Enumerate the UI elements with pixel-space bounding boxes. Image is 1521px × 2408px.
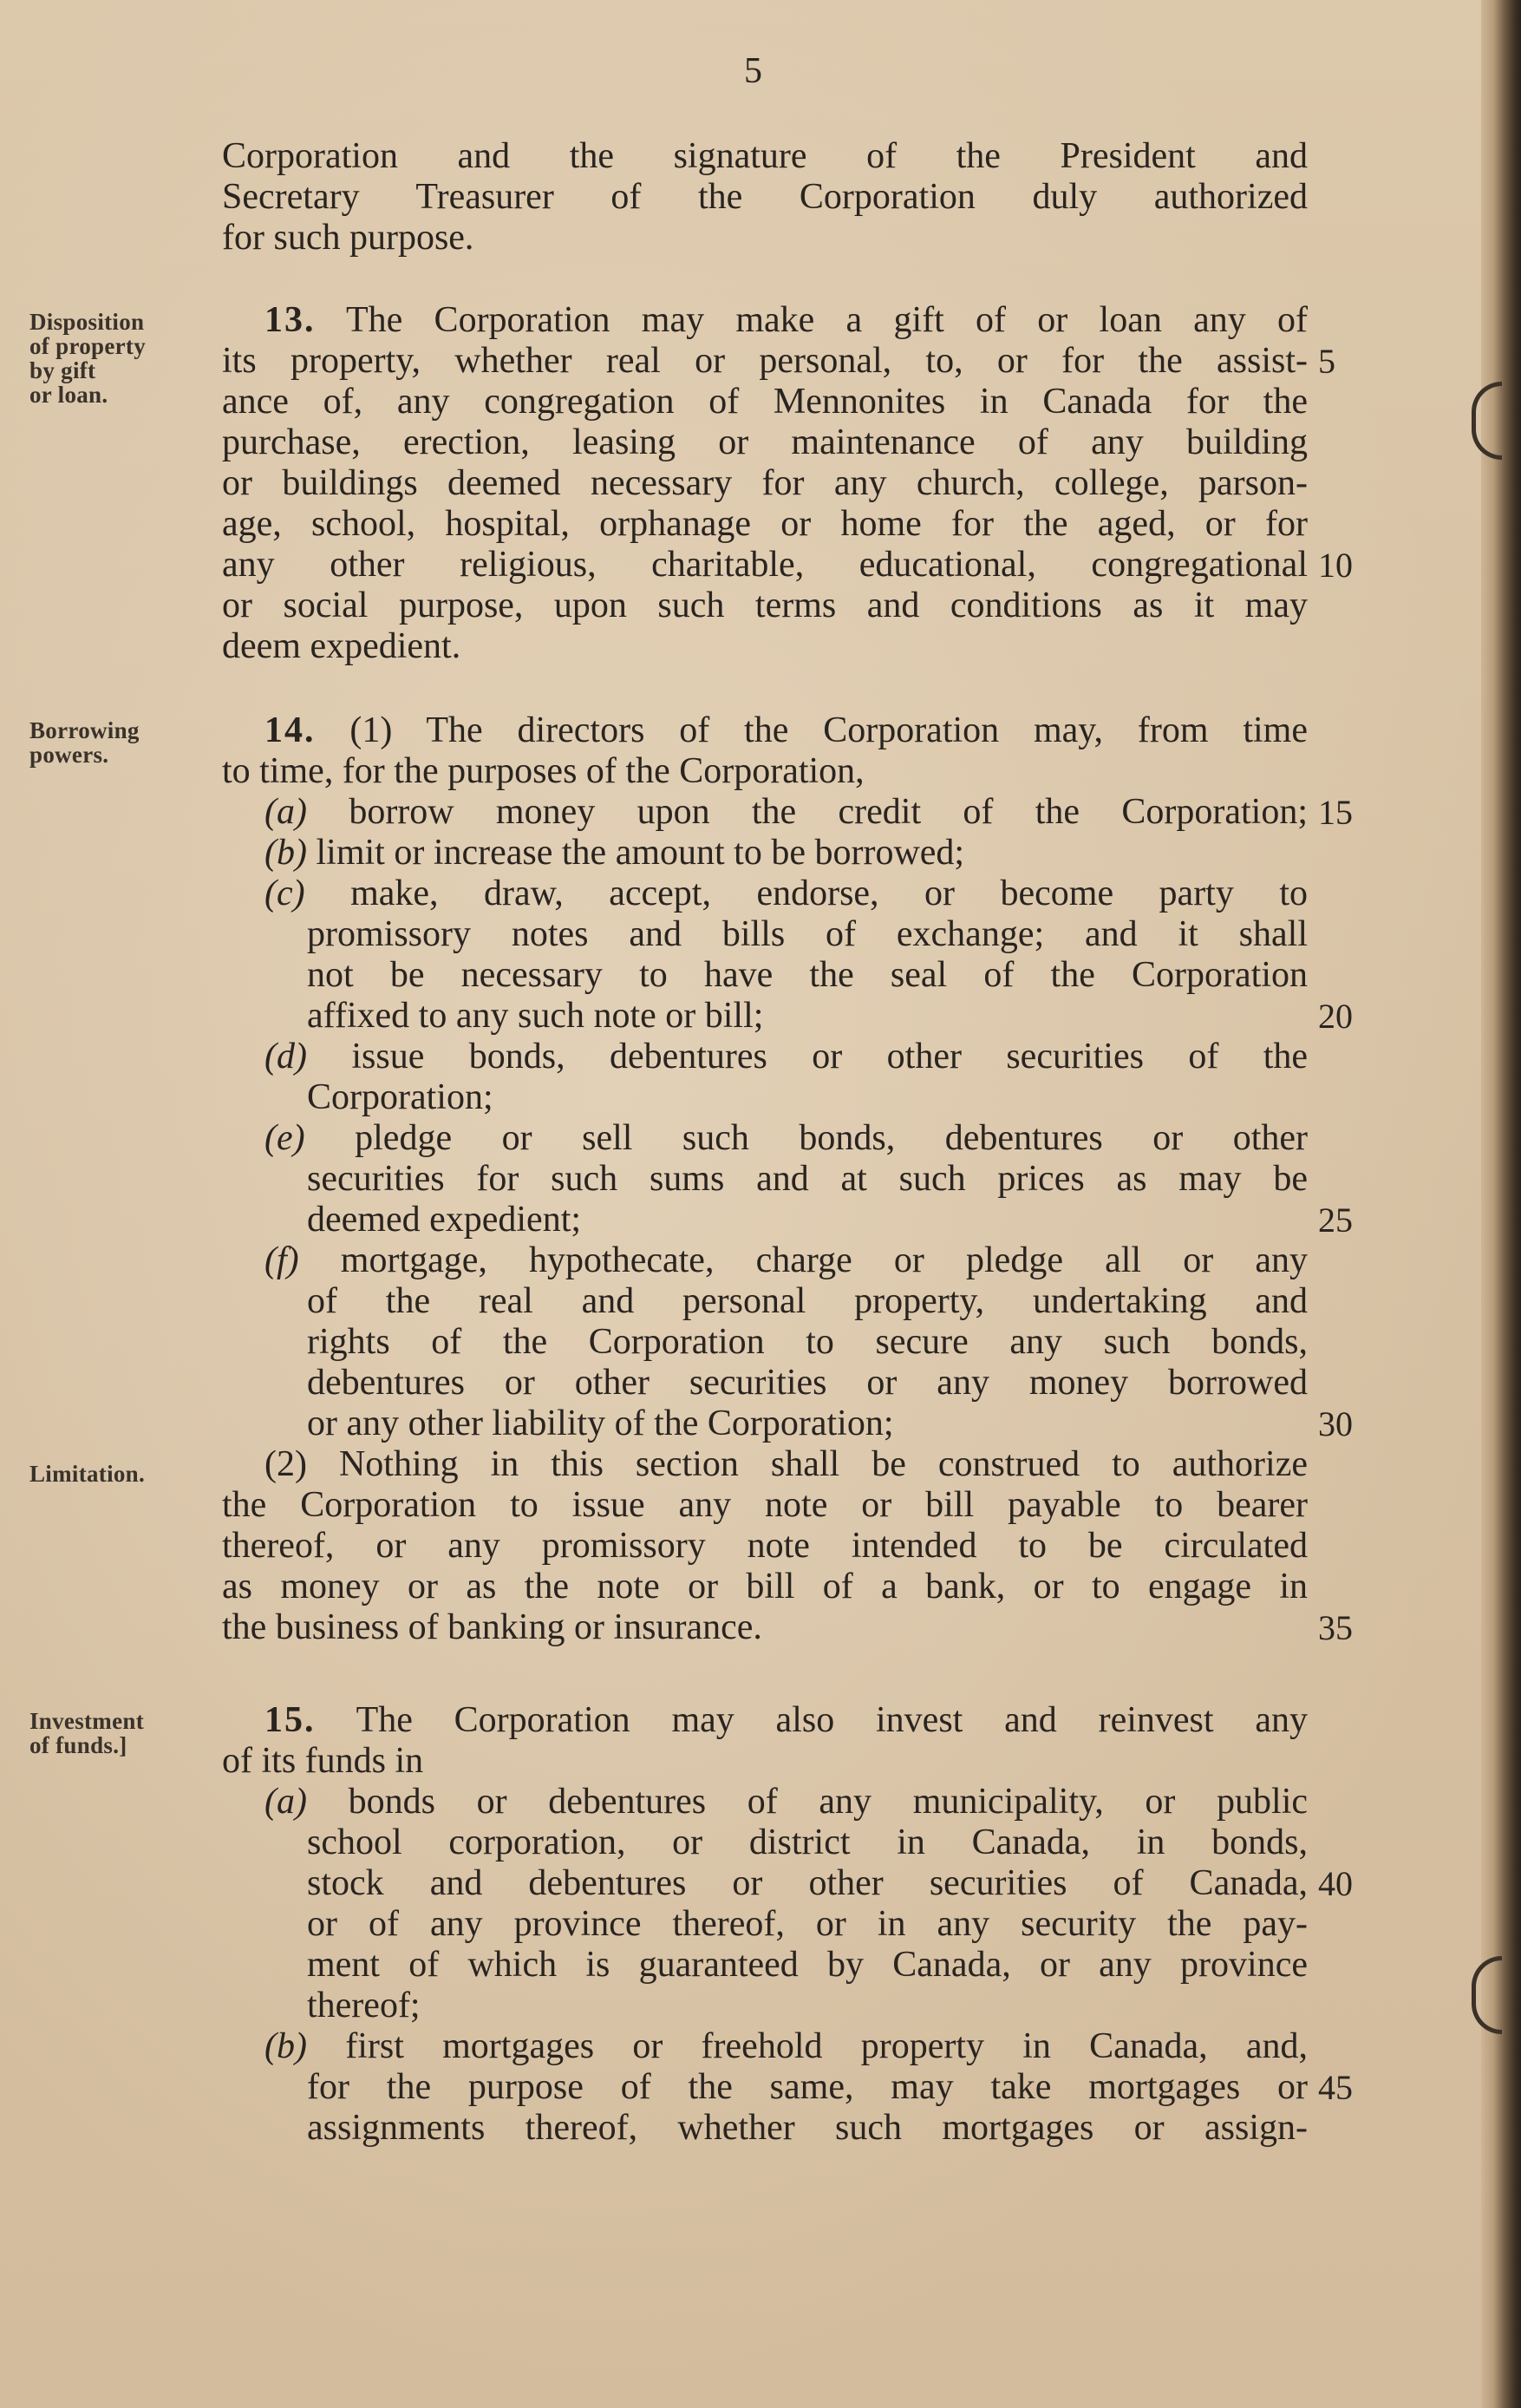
text-line: the Corporation to issue any note or bill payable to bearer <box>222 1485 1308 1525</box>
binding-clip-mark <box>1472 1956 1502 2034</box>
text-line: assignments thereof, whether such mortgages or assign- <box>307 2108 1308 2148</box>
text-line: thereof; <box>307 1986 421 2025</box>
section-14-heading-line <box>264 710 1308 751</box>
text-line: deem expedient. <box>222 626 461 666</box>
text-line: (2) Nothing in this section shall be construed to authorize <box>264 1444 1308 1484</box>
line-number: 10 <box>1318 546 1353 585</box>
text-line: promissory notes and bills of exchange; and it shall <box>307 914 1308 954</box>
text-line: (1) The directors of the Corporation may, from time <box>349 710 1308 750</box>
clause-a-line: (a) bonds or debentures of any municipality, or public <box>264 1782 1309 1822</box>
section-13-heading-line <box>264 300 1308 341</box>
text-line: of the real and personal property, undertaking and <box>307 1281 1308 1321</box>
section-number: 13. <box>264 300 316 340</box>
margin-note-limitation: Limitation. <box>29 1461 146 1487</box>
text-line: school corporation, or district in Canada, in bonds, <box>307 1822 1308 1862</box>
text-line: to time, for the purposes of the Corporation, <box>222 751 865 791</box>
text-line: stock and debentures or other securities of Canada, <box>307 1863 1308 1903</box>
text-line: Secretary Treasurer of the Corporation duly authorized <box>222 177 1308 217</box>
text-line: ance of, any congregation of Mennonites in Canada for the <box>222 382 1308 422</box>
text-line: not be necessary to have the seal of the Corporation <box>307 955 1308 995</box>
text-line: or any other liability of the Corporation; <box>307 1404 894 1443</box>
line-number: 25 <box>1318 1201 1353 1240</box>
text-line: as money or as the note or bill of a bank, or to engage in <box>222 1567 1308 1606</box>
text-line: age, school, hospital, orphanage or home for the aged, or for <box>222 504 1308 544</box>
book-binding-edge <box>1481 0 1521 2408</box>
clause-b-line: (b) first mortgages or freehold property in Canada, and, <box>264 2026 1308 2066</box>
clause-a-line: (a) borrow money upon the credit of the Corporation; <box>264 792 1309 832</box>
text-line: purchase, erection, leasing or maintenance of any building <box>222 422 1308 462</box>
clause-b-line: (b) limit or increase the amount to be borrowed; <box>264 833 965 873</box>
line-number: 20 <box>1318 997 1353 1036</box>
text-line: The Corporation may make a gift of or loan any of <box>346 300 1308 340</box>
text-line: of its funds in <box>222 1741 424 1781</box>
text-line: Corporation and the signature of the President and <box>222 136 1308 176</box>
text-line: rights of the Corporation to secure any such bonds, <box>307 1322 1308 1362</box>
section-number: 14. <box>264 710 316 750</box>
margin-note-investment: Investment of funds.] <box>29 1708 144 1758</box>
line-number: 35 <box>1318 1608 1353 1647</box>
text-line: thereof, or any promissory note intended to be circulated <box>222 1526 1308 1566</box>
section-15-heading-line <box>264 1700 1308 1741</box>
text-line: the business of banking or insurance. <box>222 1607 762 1647</box>
text-line: Corporation; <box>307 1077 493 1117</box>
line-number: 30 <box>1318 1404 1353 1443</box>
text-line: for such purpose. <box>222 218 474 258</box>
binding-clip-mark <box>1472 382 1502 460</box>
clause-d-line: (d) issue bonds, debentures or other securities of the <box>264 1037 1308 1076</box>
line-number: 40 <box>1318 1864 1353 1903</box>
text-line: deemed expedient; <box>307 1200 582 1240</box>
text-line: ment of which is guaranteed by Canada, or any province <box>307 1945 1308 1985</box>
clause-e-line: (e) pledge or sell such bonds, debentures or other <box>264 1118 1308 1158</box>
text-line: securities for such sums and at such prices as may be <box>307 1159 1308 1199</box>
text-line: affixed to any such note or bill; <box>307 996 764 1036</box>
margin-note-disposition: Disposition of property by gift or loan. <box>29 309 147 408</box>
text-line: its property, whether real or personal, to, or for the assist- <box>222 341 1308 381</box>
text-line: debentures or other securities or any money borrowed <box>307 1363 1308 1403</box>
section-number: 15. <box>264 1700 316 1740</box>
text-line: The Corporation may also invest and reinvest any <box>356 1700 1308 1740</box>
text-line: for the purpose of the same, may take mortgages or <box>307 2067 1308 2107</box>
line-number: 45 <box>1318 2068 1353 2107</box>
text-line: any other religious, charitable, educational, congregational <box>222 545 1308 585</box>
text-line: or buildings deemed necessary for any church, college, parson- <box>222 463 1308 503</box>
line-number: 5 <box>1318 342 1335 381</box>
clause-f-line: (f) mortgage, hypothecate, charge or pledge all or any <box>264 1240 1308 1280</box>
text-line: or social purpose, upon such terms and conditions as it may <box>222 586 1308 625</box>
margin-note-borrowing: Borrowing powers. <box>29 717 140 768</box>
clause-c-line: (c) make, draw, accept, endorse, or become party to <box>264 874 1308 913</box>
page-number: 5 <box>744 51 763 91</box>
text-line: or of any province thereof, or in any security the pay- <box>307 1904 1308 1944</box>
line-number: 15 <box>1318 793 1353 832</box>
